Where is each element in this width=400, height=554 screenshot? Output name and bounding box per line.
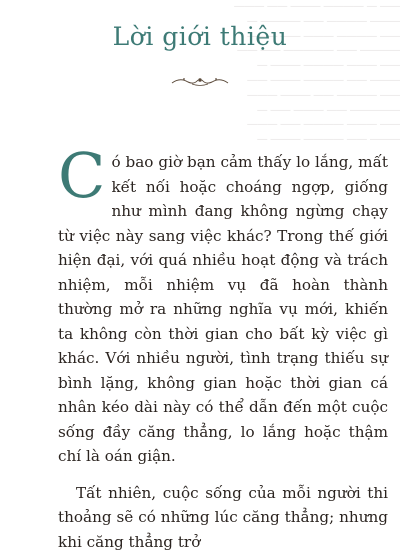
chapter-title: Lời giới thiệu <box>0 22 400 51</box>
page-body <box>58 150 388 554</box>
show-through-texture: ―― ― ―――― ――― ―― ――― ――― ―――― ―― ―――― ― ―― ―――― ――― ―― ――― ―――― ―― ――――― ―― ―― ―― ――― ―――― ――― ― ――― ―― ―――― ――― ―― ―― ―――― ―― ――― ――― ――――― ―― ――― ―― ― ―― ――― ―――― ―― ――― ――― ―― ―――― ――― ― <box>285 0 400 160</box>
intro-paragraph-text: ó bao giờ bạn cảm thấy lo lắng, mất kết nối hoặc choáng ngợp, giống như mình đang không ngừng chạy từ việc này sang việc khác? Trong thế giới hiện đại, với quá nhiều hoạt động và trách nhiệm, mỗi nhiệm vụ đã hoàn thành thường mở ra những nghĩa vụ mới, khiến ta không còn thời gian cho bất kỳ việc gì khác. Với nhiều người, tình trạng thiếu sự bình lặng, không gian hoặc thời gian cá nhân kéo dài này có thể dẫn đến một cuộc sống đầy căng thẳng, lo lắng hoặc thậm chí là oán giận. <box>58 153 388 465</box>
drop-cap: C <box>58 152 105 200</box>
intro-paragraph <box>58 150 388 469</box>
second-paragraph: Tất nhiên, cuộc sống của mỗi người thi thoảng sẽ có những lúc căng thẳng; nhưng khi căng thẳng trở <box>58 481 388 554</box>
decorative-divider-icon <box>170 74 230 88</box>
